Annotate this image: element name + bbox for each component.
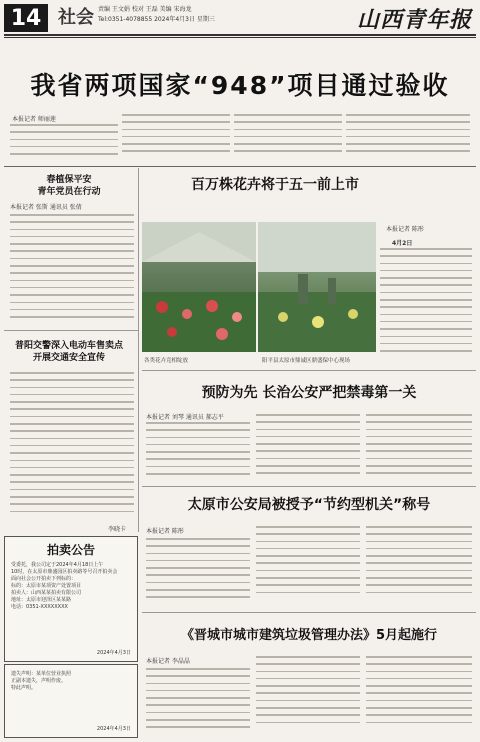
greenhouse-image [258, 222, 376, 352]
garbage-col-2 [256, 656, 360, 734]
auction-line: 标的：太原市某项资产处置项目 [11, 583, 82, 589]
lead-byline: 本报记者 师丽莲 [12, 116, 56, 123]
fraud-col-2 [256, 414, 360, 480]
divider [142, 486, 476, 487]
auction-line: 地址：太原市迎泽区某某路 [11, 597, 72, 603]
police-title: 太原市公安局被授予“节约型机关”称号 [187, 497, 431, 513]
column-divider [138, 168, 139, 532]
auction-body [11, 562, 131, 611]
greenhouse-image [142, 222, 256, 352]
lead-headline: 我省两项国家“948”项目通过验收 [30, 71, 450, 100]
auction-title: 拍卖公告 [46, 543, 95, 557]
lead-col-1 [10, 124, 118, 162]
auction-line: 拍卖人：山西某某拍卖有限公司 [11, 590, 82, 596]
police-col-2 [256, 526, 360, 604]
auction-line: 受委托，我公司定于2024年4月18日上午 [11, 562, 104, 568]
editor-credits: 责编 王文娟 校对 王磊 美编 宋海龙 [98, 6, 192, 13]
police-col-1 [146, 538, 250, 604]
police-col-3 [366, 526, 472, 604]
flowers-body [380, 248, 472, 356]
lead-col-4 [346, 114, 470, 162]
divider [4, 330, 138, 331]
traffic-title-line2: 开展交通安全宣传 [32, 353, 105, 363]
spring-byline: 本报记者 张斯 通讯员 张倩 [10, 204, 82, 211]
garbage-title: 《晋城市城市建筑垃圾管理办法》5月起施行 [180, 628, 438, 643]
garbage-col-1 [146, 668, 250, 734]
flower-photo-left [142, 222, 256, 352]
flower-photo-right [258, 222, 376, 352]
auction-line: 10时，在太原市鼎盛园区拍卖路等号召开拍卖会 [11, 569, 118, 575]
divider [4, 166, 476, 167]
lead-col-3 [234, 114, 342, 162]
lead-col-2 [122, 114, 230, 162]
page-number: 14 [4, 4, 48, 32]
phone-date: Tel:0351-4078855 2024年4月3日 星期三 [98, 16, 215, 23]
garbage-byline: 本报记者 李晶晶 [146, 658, 190, 665]
spring-title [4, 174, 134, 198]
auction-line: 电话：0351-XXXXXXXX [11, 604, 68, 610]
spring-title-line1: 春植保平安 [46, 175, 92, 185]
notice-date: 2024年4月3日 [96, 726, 131, 732]
traffic-author: 李晓卡 [108, 526, 127, 533]
flowers-title: 百万株花卉将于五一前上市 [191, 177, 359, 193]
newspaper-logo: 山西青年报 [357, 7, 473, 33]
police-byline: 本报记者 陈彤 [146, 528, 184, 535]
notice-line: 正副本遗失，声明作废。 [11, 678, 67, 684]
traffic-title [4, 340, 134, 364]
notice-line: 特此声明。 [11, 685, 37, 691]
notice-line: 遗失声明：某单位营业执照 [11, 671, 72, 677]
masthead-rule-thin [4, 37, 476, 38]
fraud-byline: 本报记者 刘琴 通讯员 郝志平 [146, 414, 224, 421]
photo-caption-left: 各类花卉竞相绽放 [144, 358, 189, 364]
fraud-title: 预防为先 长治公安严把禁毒第一关 [201, 385, 417, 401]
spring-body [10, 214, 134, 322]
flowers-byline: 本报记者 陈彤 [386, 226, 424, 233]
traffic-body [10, 372, 134, 520]
fraud-col-3 [366, 414, 472, 480]
photo-caption-right: 阳平县太原市鼎诚区鼎盛保中心现场 [262, 358, 351, 364]
auction-date: 2024年4月3日 [96, 650, 131, 656]
masthead-rule [4, 34, 476, 36]
fraud-col-1 [146, 422, 250, 480]
spring-title-line2: 青年党员在行动 [37, 187, 101, 197]
divider [142, 370, 476, 371]
garbage-col-3 [366, 656, 472, 734]
divider [142, 612, 476, 613]
auction-line: 面向社会公开拍卖下列标的： [11, 576, 77, 582]
section-name: 社会 [58, 7, 94, 28]
flowers-date: 4月2日 [392, 240, 413, 247]
notice-body [11, 671, 131, 692]
auction-ad [4, 536, 138, 662]
notice-box [4, 664, 138, 738]
traffic-title-line1: 普阳交警深入电动车售卖点 [14, 341, 123, 351]
